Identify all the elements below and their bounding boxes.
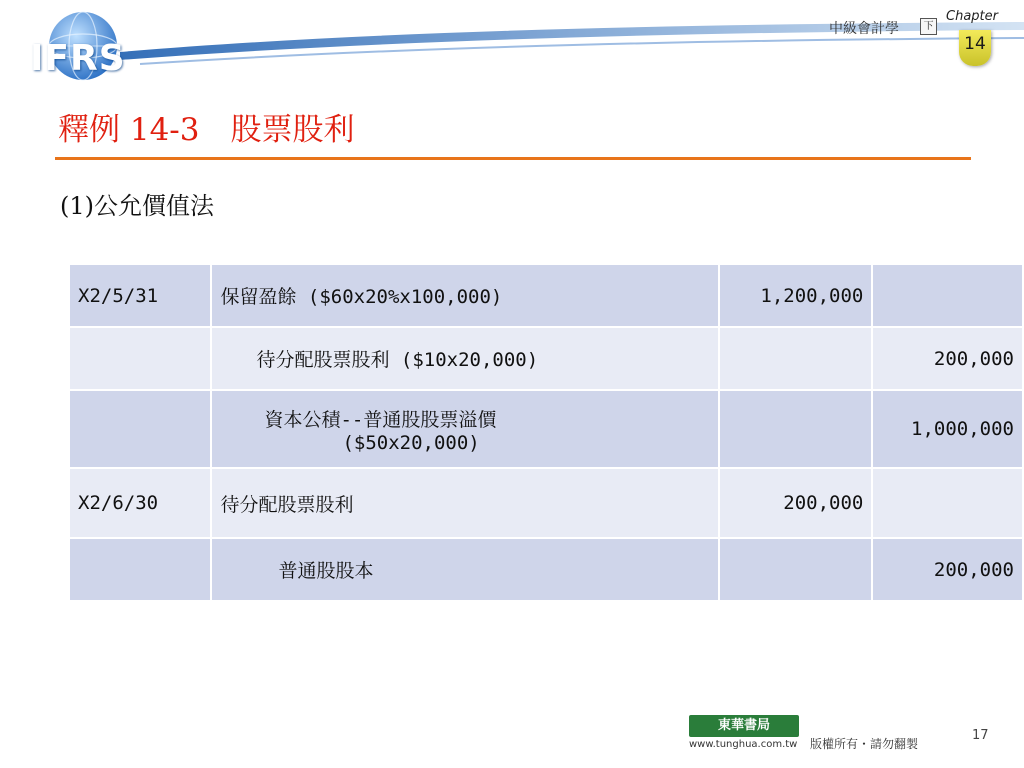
header-band <box>0 0 1024 90</box>
account-name-line1: 資本公積--普通股股票溢價 <box>264 408 497 431</box>
ifrs-logo-text: IFRS <box>30 38 126 79</box>
credit-amount: 200,000 <box>872 538 1023 601</box>
chapter-badge <box>959 30 991 66</box>
journal-entry-table <box>68 263 1024 602</box>
table-row <box>69 264 1023 327</box>
account-name-line2: ($50x20,000) <box>342 431 480 454</box>
ifrs-logo <box>8 10 158 82</box>
entry-date <box>69 390 211 468</box>
table-row <box>69 468 1023 538</box>
credit-amount <box>872 264 1023 327</box>
publisher-logo: 東華書局 <box>689 715 799 737</box>
account-name: 保留盈餘 ($60x20%x100,000) <box>211 264 719 327</box>
course-title: 中級會計學 <box>829 21 899 37</box>
credit-amount: 1,000,000 <box>872 390 1023 468</box>
debit-amount <box>719 538 872 601</box>
chapter-label: Chapter <box>946 9 998 24</box>
volume-badge: 下 <box>920 18 937 35</box>
slide-title: 釋例 14-3 股票股利 <box>58 112 355 148</box>
entry-date: X2/5/31 <box>69 264 211 327</box>
account-name <box>211 390 719 468</box>
publisher-url: www.tunghua.com.tw <box>689 739 798 750</box>
entry-date <box>69 538 211 601</box>
debit-amount <box>719 327 872 390</box>
credit-amount <box>872 468 1023 538</box>
table-row <box>69 327 1023 390</box>
entry-date: X2/6/30 <box>69 468 211 538</box>
chapter-number: 14 <box>964 34 986 54</box>
page-number: 17 <box>972 728 989 743</box>
table-row <box>69 390 1023 468</box>
account-name: 待分配股票股利 ($10x20,000) <box>211 327 719 390</box>
copyright-notice: 版權所有・請勿翻製 <box>810 737 919 751</box>
entry-date <box>69 327 211 390</box>
debit-amount <box>719 390 872 468</box>
title-divider <box>55 157 971 160</box>
account-name: 待分配股票股利 <box>211 468 719 538</box>
table-row <box>69 538 1023 601</box>
slide-subtitle: (1)公允價值法 <box>60 192 214 220</box>
debit-amount: 1,200,000 <box>719 264 872 327</box>
credit-amount: 200,000 <box>872 327 1023 390</box>
debit-amount: 200,000 <box>719 468 872 538</box>
account-name: 普通股股本 <box>211 538 719 601</box>
